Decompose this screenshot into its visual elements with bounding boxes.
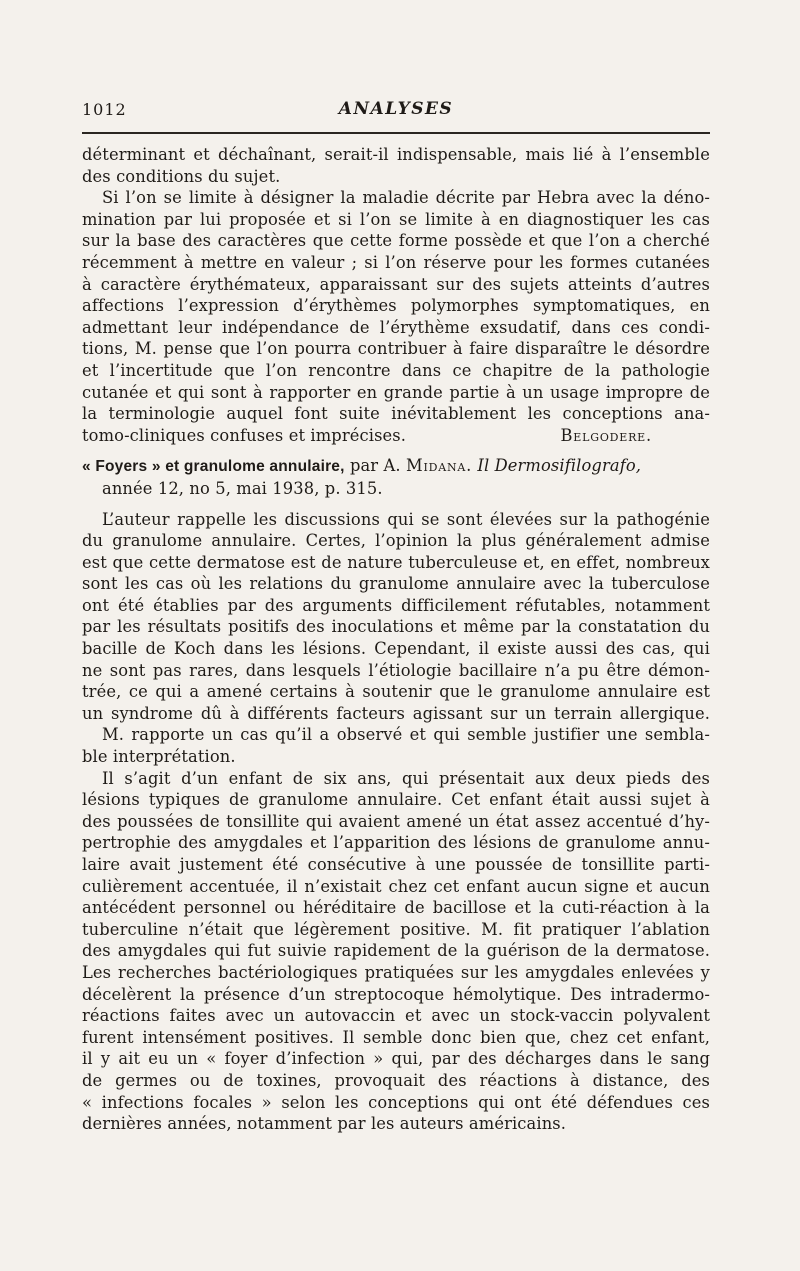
text-line: laire avait justement été consécutive à une poussée de tonsillite parti-	[82, 855, 710, 874]
text-line: ne sont pas rares, dans lesquels l’étiologie bacillaire n’a pu être démon-	[82, 660, 710, 680]
text-line: et l’incertitude que l’on rencontre dans ce chapitre de la pathologie	[82, 360, 710, 380]
text-line: des amygdales qui fut suivie rapidement de la guérison de la dermatose.	[82, 941, 710, 961]
text-line: des conditions du sujet.	[82, 166, 281, 186]
article-title: « Foyers » et granulome annulaire,	[82, 458, 345, 476]
section-title: ANALYSES	[338, 99, 454, 119]
text-line: est que cette dermatose est de nature tuberculeuse et, en effet, nombreux	[82, 552, 710, 572]
text-line: tions, M. pense que l’on pourra contribuer à faire disparaître le désordre	[82, 339, 710, 359]
text-line: admettant leur indépendance de l’érythème exsudatif, dans ces condi-	[82, 317, 710, 337]
body-text	[82, 144, 710, 1135]
text-line: Les recherches bactériologiques pratiquées sur les amygdales enlevées y	[82, 962, 710, 982]
text-line: Si l’on se limite à désigner la maladie décrite par Hebra avec la déno-	[102, 188, 710, 208]
text-line: la terminologie auquel font suite inévitablement les conceptions ana-	[82, 404, 710, 424]
text-line: lésions typiques de granulome annulaire. Cet enfant était aussi sujet à	[82, 790, 710, 810]
text-line: il y ait eu un « foyer d’infection » qui, par des décharges dans le sang	[82, 1049, 710, 1069]
text-line-with-signature	[82, 425, 710, 447]
text-line: de germes ou de toxines, provoquait des réactions à distance, des	[82, 1070, 710, 1090]
text-line: sur la base des caractères que cette forme possède et que l’on a cherché	[82, 231, 710, 251]
text-line: bacille de Koch dans les lésions. Cependant, il existe aussi des cas, qui	[82, 639, 710, 659]
paragraph-spacer	[82, 500, 710, 509]
article-by: par A.	[349, 456, 401, 476]
article-author: Midana.	[405, 456, 473, 476]
text-line: antécédent personnel ou héréditaire de bacillose et la cuti-réaction à la	[82, 898, 710, 918]
text-line: déterminant et déchaînant, serait-il indispensable, mais lié à l’ensemble	[82, 145, 710, 164]
text-line: mination par lui proposée et si l’on se limite à en diagnostiquer les cas	[82, 209, 710, 229]
text-line: récemment à mettre en valeur ; si l’on réserve pour les formes cutanées	[82, 252, 710, 272]
text-line: affections l’expression d’érythèmes polymorphes symptomatiques, en	[82, 296, 710, 316]
text-line: des poussées de tonsillite qui avaient amené un état assez accentué d’hy-	[82, 811, 710, 831]
text-line: ble interprétation.	[82, 747, 236, 767]
text-line: ont été établies par des arguments difficilement réfutables, notamment	[82, 595, 710, 615]
text-line: réactions faites avec un autovaccin et avec un stock-vaccin polyvalent	[82, 1006, 710, 1026]
text-line: furent intensément positives. Il semble donc bien que, chez cet enfant,	[82, 1027, 710, 1047]
text-line-content: tomo-cliniques confuses et imprécises.	[82, 425, 407, 445]
paragraph-spacer	[82, 446, 710, 455]
running-head	[82, 100, 710, 124]
journal-name: Il Dermosifilografo,	[477, 456, 642, 476]
page-number: 1012	[82, 100, 127, 119]
article-heading	[82, 455, 710, 478]
text-line: culièrement accentuée, il n’existait chez cet enfant aucun signe et aucun	[82, 876, 710, 896]
text-line: tuberculine n’était que légèrement positive. M. fit pratiquer l’ablation	[82, 919, 710, 939]
text-line: par les résultats positifs des inoculations et même par la constatation du	[82, 617, 710, 637]
text-line: cutanée et qui sont à rapporter en grande partie à un usage impropre de	[82, 382, 710, 402]
text-line: décelèrent la présence d’un streptocoque hémolytique. Des intradermo-	[82, 984, 710, 1004]
text-line: M. rapporte un cas qu’il a observé et qui semble justifier une sembla-	[102, 725, 710, 745]
text-line: à caractère érythémateux, apparaissant sur des sujets atteints d’autres	[82, 274, 710, 294]
text-line: un syndrome dû à différents facteurs agissant sur un terrain allergique.	[82, 703, 710, 723]
text-line: trée, ce qui a amené certains à soutenir que le granulome annulaire est	[82, 682, 710, 702]
header-rule	[82, 132, 710, 134]
text-line: L’auteur rappelle les discussions qui se sont élevées sur la pathogénie	[102, 509, 710, 529]
author-signature: Belgodere.	[560, 425, 652, 445]
text-line: Il s’agit d’un enfant de six ans, qui présentait aux deux pieds des	[102, 768, 710, 788]
text-line: pertrophie des amygdales et l’apparition des lésions de granulome annu-	[82, 833, 710, 853]
article-citation: année 12, no 5, mai 1938, p. 315.	[102, 478, 383, 498]
text-line: du granulome annulaire. Certes, l’opinion la plus généralement admise	[82, 531, 710, 551]
text-line: dernières années, notamment par les auteurs américains.	[82, 1114, 567, 1134]
text-line: « infections focales » selon les conceptions qui ont été défendues ces	[82, 1092, 710, 1112]
text-line: sont les cas où les relations du granulome annulaire avec la tuberculose	[82, 574, 710, 594]
